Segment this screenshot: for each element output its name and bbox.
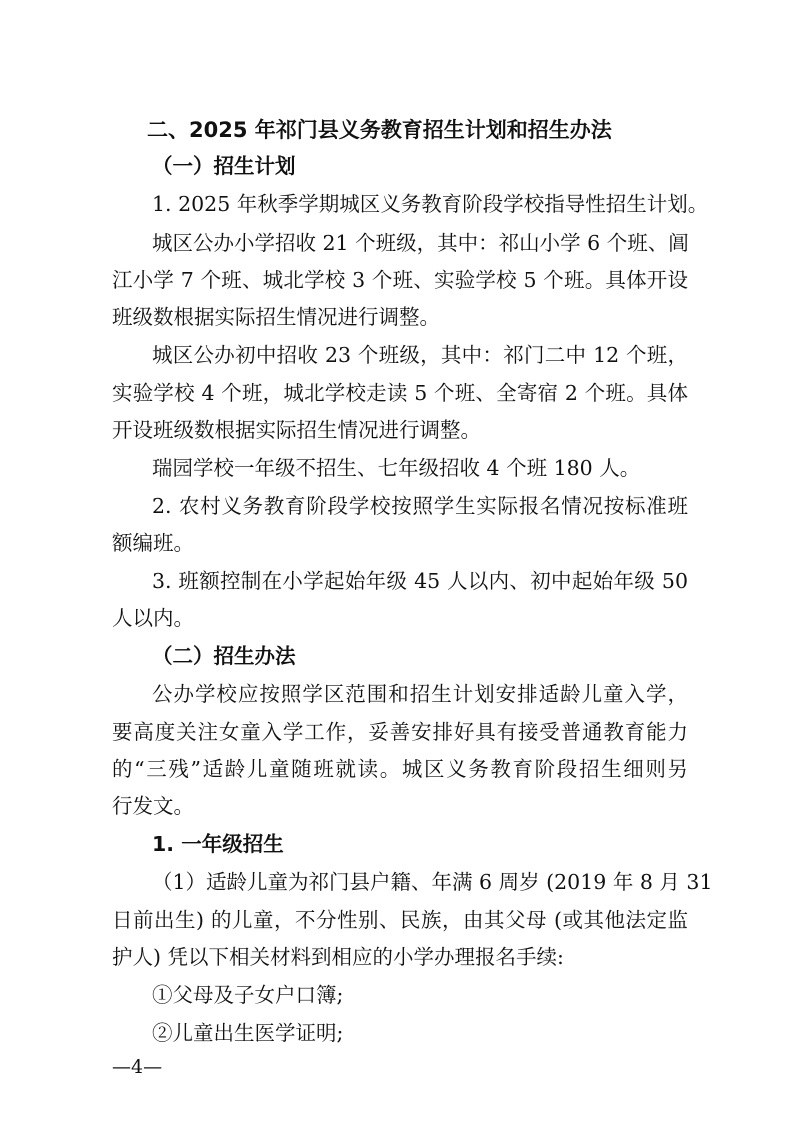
paragraph-primary-line: 班级数根据实际招生情况进行调整。 [112,305,440,329]
subsection-title-grade1: 1. 一年级招生 [152,832,284,856]
paragraph-item-1: 1. 2025 年秋季学期城区义务教育阶段学校指导性招生计划。 [152,192,709,216]
paragraph-item-3-line: 人以内。 [112,606,194,630]
paragraph-method-line: 行发文。 [112,794,194,818]
paragraph-grade1-line: （1）适龄儿童为祁门县户籍、年满 6 周岁 (2019 年 8 月 31 [152,870,713,894]
paragraph-junior-line: 开设班级数根据实际招生情况进行调整。 [112,418,481,442]
section-title-method: （二）招生办法 [152,644,296,668]
paragraph-primary-line: 城区公办小学招收 21 个班级，其中：祁山小学 6 个班、阊 [152,231,689,255]
paragraph-item-2-line: 额编班。 [112,531,194,555]
document-heading: 二、2025 年祁门县义务教育招生计划和招生办法 [147,118,612,142]
paragraph-grade1-line: 护人) 凭以下相关材料到相应的小学办理报名手续: [112,945,564,969]
paragraph-junior-line: 城区公办初中招收 23 个班级，其中：祁门二中 12 个班， [152,343,688,367]
paragraph-item-3-line: 3. 班额控制在小学起始年级 45 人以内、初中起始年级 50 [152,569,688,593]
paragraph-method-line: 的“三残”适龄儿童随班就读。城区义务教育阶段招生细则另 [112,757,688,781]
paragraph-item-2-line: 2. 农村义务教育阶段学校按照学生实际报名情况按标准班 [152,494,688,518]
paragraph-method-line: 要高度关注女童入学工作，妥善安排好具有接受普通教育能力 [112,720,688,744]
paragraph-junior-line: 实验学校 4 个班，城北学校走读 5 个班、全寄宿 2 个班。具体 [112,381,688,405]
section-title-plan: （一）招生计划 [152,154,296,178]
paragraph-primary-line: 江小学 7 个班、城北学校 3 个班、实验学校 5 个班。具体开设 [112,268,688,292]
paragraph-grade1-line: 日前出生) 的儿童，不分性别、民族，由其父母 (或其他法定监 [112,908,688,932]
list-item-material: ①父母及子女户口簿; [152,983,344,1007]
page-number: —4— [112,1056,163,1078]
paragraph-method-line: 公办学校应按照学区范围和招生计划安排适龄儿童入学， [152,682,688,706]
list-item-material: ②儿童出生医学证明; [152,1021,344,1045]
paragraph-ruiyuan: 瑞园学校一年级不招生、七年级招收 4 个班 180 人。 [152,456,641,480]
